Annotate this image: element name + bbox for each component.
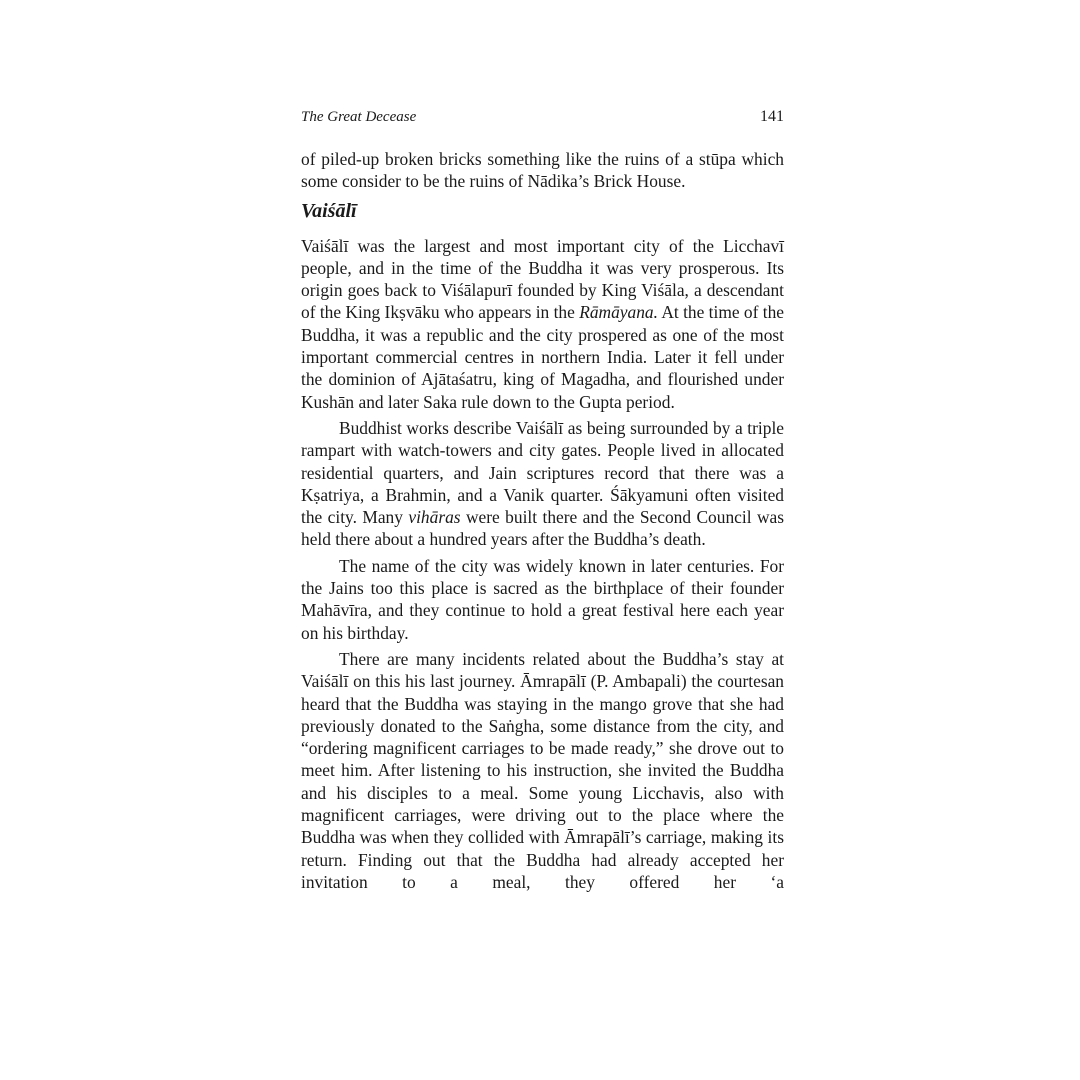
italic-term: vihāras — [408, 507, 461, 528]
running-head — [301, 108, 784, 136]
section-heading: Vaiśālī — [301, 199, 357, 222]
italic-title: Rāmāyana. — [579, 302, 658, 323]
paragraph-buddhist-works — [301, 417, 784, 551]
paragraph-text: At the time of the Buddha, it was a republic and the city prospered as one of the most important commercial centres in northern India. Later it fell under the dominion of Ajātaśatru, king of Magadha, and flourished under Kushān and later Saka rule down to the Gupta period. — [301, 302, 784, 412]
paragraph-text: Vaiśālī was the largest and most important city of the Licchavī people, and in the time of the Buddha it was very prosperous. Its origin goes back to Viśālapurī founded by King Viśāla, a descendant of the King Ikṣvāku who appears in the — [301, 235, 784, 323]
paragraph-continuation: of piled-up broken bricks something like the ruins of a stūpa which some consider to be the ruins of Nādika’s Brick House. — [301, 149, 784, 192]
paragraph-text: were built there and the Second Council was held there about a hundred years after the Buddha’s death. — [301, 507, 784, 550]
paragraph-vaisali-intro — [301, 235, 784, 413]
paragraph-incidents: There are many incidents related about the Buddha’s stay at Vaiśālī on this his last journey. Āmrapālī (P. Ambapali) the courtesan heard that the Buddha was staying in the mango grove that she had previously donated to the Saṅgha, some distance from the city, and “ordering magnificent carriages to be made ready,” she drove out to meet him. After listening to his instruction, she invited the Buddha and his disciples to a meal. Some young Licchavis, also with magnificent carriages, were driving out to the place where the Buddha was when they collided with Āmrapālī’s carriage, making its return. Finding out that the Buddha had already accepted her invitation to a meal, they offered her ‘a — [301, 648, 784, 892]
running-title: The Great Decease — [301, 109, 417, 125]
paragraph-city-name: The name of the city was widely known in later centuries. For the Jains too this place is sacred as the birthplace of their founder Mahāvīra, and they continue to hold a great festival here each year on his birthday. — [301, 555, 784, 643]
book-page — [301, 108, 784, 897]
page-number: 141 — [760, 108, 784, 125]
body-text — [301, 148, 784, 893]
paragraph-text: Buddhist works describe Vaiśālī as being surrounded by a triple rampart with watch-towers and city gates. People lived in allocated residential quarters, and Jain scriptures record that there was a Kṣatriya, a Brahmin, and a Vanik quarter. Śākyamuni often visited the city. Many — [301, 417, 784, 528]
